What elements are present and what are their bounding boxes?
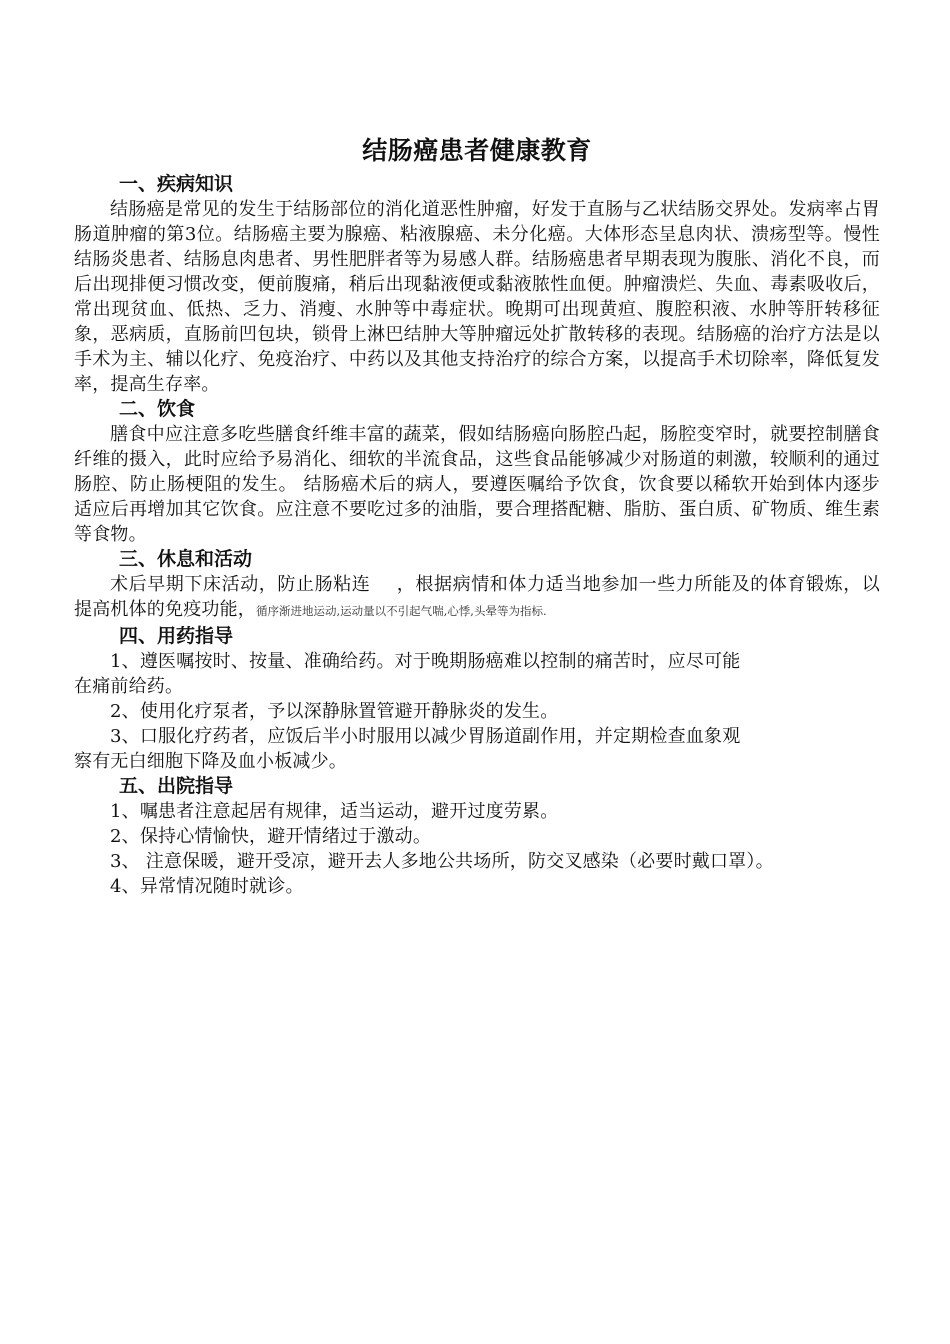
diet-paragraph: 膳食中应注意多吃些膳食纤维丰富的蔬菜，假如结肠癌向肠腔凸起，肠腔变窄时，就要控制膳食纤维的摄入，此时应给予易消化、细软的半流食品，这些食品能够减少对肠道的刺激，较顺利的通过肠腔、防止肠梗阻的发生。 结肠癌术后的病人，要遵医嘱给予饮食，饮食要以稀软开始到体内逐步适应后再增加其它饮食。应注意不要吃过多的油脂，要合理搭配糖、脂肪、蛋白质、矿物质、维生素等食物。 [74,424,880,545]
section-heading-disease-knowledge: 一、疾病知识 [119,173,234,195]
discharge-item-2: 2、保持心情愉快，避开情绪过于激动。 [110,826,432,847]
document-title: 结肠癌患者健康教育 [362,136,592,165]
disease-knowledge-paragraph: 结肠癌是常见的发生于结肠部位的消化道恶性肿瘤，好发于直肠与乙状结肠交界处。发病率占胃肠道肿瘤的第3位。结肠癌主要为腺癌、粘液腺癌、未分化癌。大体形态呈息肉状、溃疡型等。慢性结肠炎患者、结肠息肉患者、男性肥胖者等为易感人群。结肠癌患者早期表现为腹胀、消化不良，而后出现排便习惯改变，便前腹痛，稍后出现黏液便或黏液脓性血便。肿瘤溃烂、失血、毒素吸收后，常出现贫血、低热、乏力、消瘦、水肿等中毒症状。晚期可出现黄疸、腹腔积液、水肿等肝转移征象，恶病质，直肠前凹包块，锁骨上淋巴结肿大等肿瘤远处扩散转移的表现。结肠癌的治疗方法是以手术为主、辅以化疗、免疫治疗、中药以及其他支持治疗的综合方案，以提高手术切除率，降低复发率，提高生存率。 [74,199,880,395]
medication-item-3-continuation: 察有无白细胞下降及血小板减少。 [74,751,347,772]
rest-small-note: 循序渐进地运动,运动量以不引起气喘,心悸,头晕等为指标. [256,604,547,618]
medication-item-1-continuation: 在痛前给药。 [74,676,184,697]
discharge-item-4: 4、异常情况随时就诊。 [110,876,304,897]
medication-item-3: 3、口服化疗药者，应饭后半小时服用以减少胃肠道副作用，并定期检查血象观 [110,726,741,747]
medication-item-1: 1、遵医嘱按时、按量、准确给药。对于晚期肠癌难以控制的痛苦时，应尽可能 [110,651,741,672]
section-heading-medication: 四、用药指导 [119,625,234,647]
rest-text-part-1: 术后早期下床活动，防止肠粘连 [110,574,371,595]
section-heading-diet: 二、饮食 [119,398,196,420]
section-heading-discharge: 五、出院指导 [119,775,234,797]
discharge-item-3: 3、 注意保暖，避开受凉，避开去人多地公共场所，防交叉感染（必要时戴口罩）。 [110,851,774,872]
discharge-item-1: 1、嘱患者注意起居有规律，适当运动，避开过度劳累。 [110,801,559,822]
section-heading-rest-activity: 三、休息和活动 [119,548,253,570]
medication-item-2: 2、使用化疗泵者，予以深静脉置管避开静脉炎的发生。 [110,701,559,722]
rest-activity-paragraph [74,572,880,624]
document-page [74,132,880,899]
rest-text-part-2: ，根据病情和体力适当地参加一些力所能及的体育锻炼，以提高机体的免疫功能， [74,574,880,620]
